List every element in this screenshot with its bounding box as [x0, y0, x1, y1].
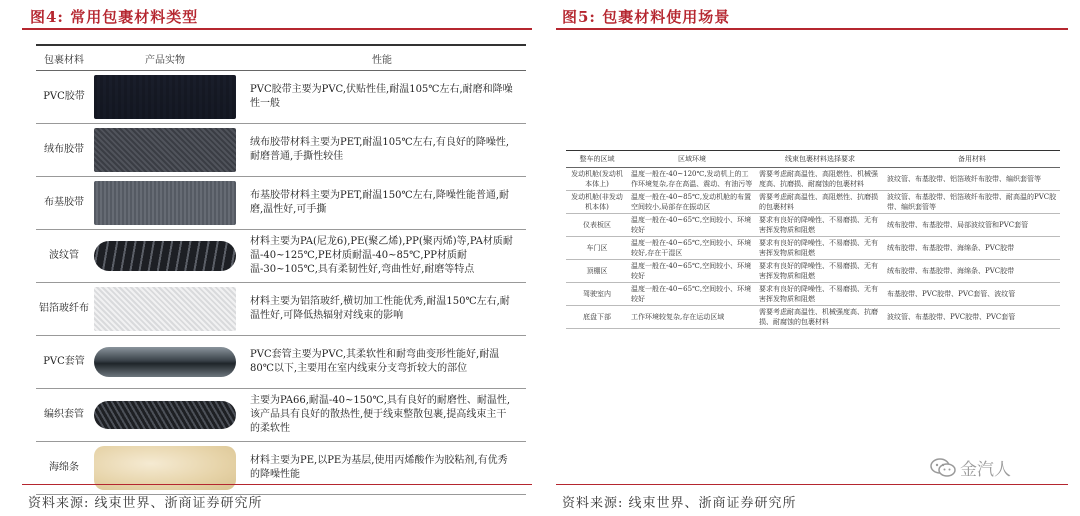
pvc-tape-image [94, 75, 236, 119]
figure5-table [566, 150, 1060, 329]
table-row [566, 306, 1060, 329]
table-row [36, 177, 526, 230]
vehicle-area: 发动机舱(非发动机本体) [566, 191, 628, 214]
table-row [566, 168, 1060, 191]
table-row [566, 237, 1060, 260]
figure5-title: 图5: 包裹材料使用场景 [562, 8, 731, 26]
pvc-sleeve-image [94, 347, 236, 377]
col-header: 包裹材料 [36, 45, 92, 71]
material-description: 材料主要为PA(尼龙6),PE(聚乙烯),PP(聚丙烯)等,PA材质耐温-40~125℃,PE材质耐温-40~85℃,PP材质耐温-30~105℃,具有柔韧性好,弯曲性好,耐磨等特点 [238, 230, 526, 283]
figure5-bottom-rule [556, 484, 1068, 485]
figure5-title-rule [556, 28, 1068, 30]
material-description: 布基胶带材料主要为PET,耐温150℃左右,降噪性能普通,耐磨,温性好,可手撕 [238, 177, 526, 230]
table-header-row [36, 45, 526, 71]
material-requirement: 要求有良好的降噪性、不易磨损、无有害挥发物质和阻燃 [756, 214, 884, 237]
braided-sleeve-image [94, 401, 236, 429]
fabric-tape-image [94, 181, 236, 225]
table-header-row [566, 151, 1060, 168]
watermark-text: 金汽人 [960, 460, 1011, 480]
optional-materials: 波纹管、布基胶带、PVC胶带、PVC套管 [884, 306, 1060, 329]
cloth-tape-image [94, 128, 236, 172]
aluminum-foil-cloth-image [94, 287, 236, 331]
material-requirement: 要求有良好的降噪性、不易磨损、无有害挥发物质和阻燃 [756, 237, 884, 260]
optional-materials: 布基胶带、PVC胶带、PVC套管、波纹管 [884, 283, 1060, 306]
material-requirement: 需要考虑耐高温性、高阻燃性、抗磨损的包裹材料 [756, 191, 884, 214]
material-name: 海绵条 [36, 442, 92, 495]
table-row [36, 283, 526, 336]
material-name: 布基胶带 [36, 177, 92, 230]
optional-materials: 绒布胶带、布基胶带、海绵条、PVC胶带 [884, 237, 1060, 260]
table-row [566, 214, 1060, 237]
material-requirement: 要求有良好的降噪性、不易磨损、无有害挥发物质和阻燃 [756, 283, 884, 306]
figure4-title: 图4: 常用包裹材料类型 [30, 8, 199, 26]
optional-materials: 波纹管、布基胶带、铝箔玻纤布胶带、耐高温的PVC胶带、编织套管等 [884, 191, 1060, 214]
figure4-bottom-rule [22, 484, 532, 485]
material-description: 材料主要为铝箔玻纤,横切加工性能优秀,耐温150℃左右,耐温性好,可降低热辐射对线束的影响 [238, 283, 526, 336]
vehicle-area: 发动机舱(发动机本体上) [566, 168, 628, 191]
col-header: 区域环境 [628, 151, 756, 168]
area-environment: 温度一般在-40~120℃,发动机上的工作环境复杂,存在高温、震动、有油污等 [628, 168, 756, 191]
material-description: PVC套管主要为PVC,其柔软性和耐弯曲变形性能好,耐温80℃以下,主要用在室内线束分支弯折较大的部位 [238, 336, 526, 389]
figure5-source: 资料来源: 线束世界、浙商证券研究所 [562, 496, 797, 511]
table-row [36, 336, 526, 389]
vehicle-area: 底盘下部 [566, 306, 628, 329]
col-header: 线束包裹材料选择要求 [756, 151, 884, 168]
material-requirement: 需要考虑耐高温性、机械强度高、抗磨损、耐腐蚀的包裹材料 [756, 306, 884, 329]
vehicle-area: 仪表板区 [566, 214, 628, 237]
area-environment: 温度一般在-40~65℃,空间较小、环境较好 [628, 214, 756, 237]
watermark [930, 455, 1011, 483]
figure4-title-rule [22, 28, 532, 30]
wechat-icon [930, 458, 956, 483]
figure4-table [36, 44, 526, 495]
col-header: 性能 [238, 45, 526, 71]
material-name: 绒布胶带 [36, 124, 92, 177]
table-row [36, 389, 526, 442]
optional-materials: 绒布胶带、布基胶带、海绵条、PVC胶带 [884, 260, 1060, 283]
optional-materials: 绒布胶带、布基胶带、局部波纹管和PVC套管 [884, 214, 1060, 237]
figure4-source: 资料来源: 线束世界、浙商证券研究所 [28, 496, 263, 511]
col-header: 产品实物 [92, 45, 238, 71]
material-requirement: 要求有良好的降噪性、不易磨损、无有害挥发物质和阻燃 [756, 260, 884, 283]
material-name: PVC套管 [36, 336, 92, 389]
area-environment: 温度一般在-40~65℃,空间较小、环境较好,存在干湿区 [628, 237, 756, 260]
material-name: 波纹管 [36, 230, 92, 283]
area-environment: 温度一般在-40~85℃,发动机舱的布置空间较小,局部存在振动区 [628, 191, 756, 214]
material-description: 绒布胶带材料主要为PET,耐温105℃左右,有良好的降噪性,耐磨普通,手撕性较佳 [238, 124, 526, 177]
area-environment: 温度一般在-40~65℃,空间较小、环境较好 [628, 260, 756, 283]
corrugated-tube-image [94, 241, 236, 271]
vehicle-area: 顶棚区 [566, 260, 628, 283]
table-row [36, 442, 526, 495]
col-header: 备用材料 [884, 151, 1060, 168]
material-name: 编织套管 [36, 389, 92, 442]
vehicle-area: 车门区 [566, 237, 628, 260]
material-requirement: 需要考虑耐高温性、高阻燃性、机械强度高、抗磨损、耐腐蚀的包裹材料 [756, 168, 884, 191]
col-header: 整车的区域 [566, 151, 628, 168]
vehicle-area: 驾驶室内 [566, 283, 628, 306]
table-row [566, 283, 1060, 306]
table-row [36, 124, 526, 177]
table-row [566, 191, 1060, 214]
material-description: PVC胶带主要为PVC,伏贴性佳,耐温105℃左右,耐磨和降噪性一般 [238, 71, 526, 124]
material-name: 铝箔玻纤布 [36, 283, 92, 336]
table-row [36, 71, 526, 124]
table-row [36, 230, 526, 283]
material-name: PVC胶带 [36, 71, 92, 124]
area-environment: 温度一般在-40~65℃,空间较小、环境较好 [628, 283, 756, 306]
material-description: 主要为PA66,耐温-40~150℃,具有良好的耐磨性、耐温性,该产品具有良好的散热性,便于线束整散包裹,提高线束主干的柔软性 [238, 389, 526, 442]
optional-materials: 波纹管、布基胶带、铝箔玻纤布胶带、编织套管等 [884, 168, 1060, 191]
table-row [566, 260, 1060, 283]
area-environment: 工作环境较复杂,存在运动区域 [628, 306, 756, 329]
material-description: 材料主要为PE,以PE为基层,使用丙烯酸作为胶粘剂,有优秀的降噪性能 [238, 442, 526, 495]
